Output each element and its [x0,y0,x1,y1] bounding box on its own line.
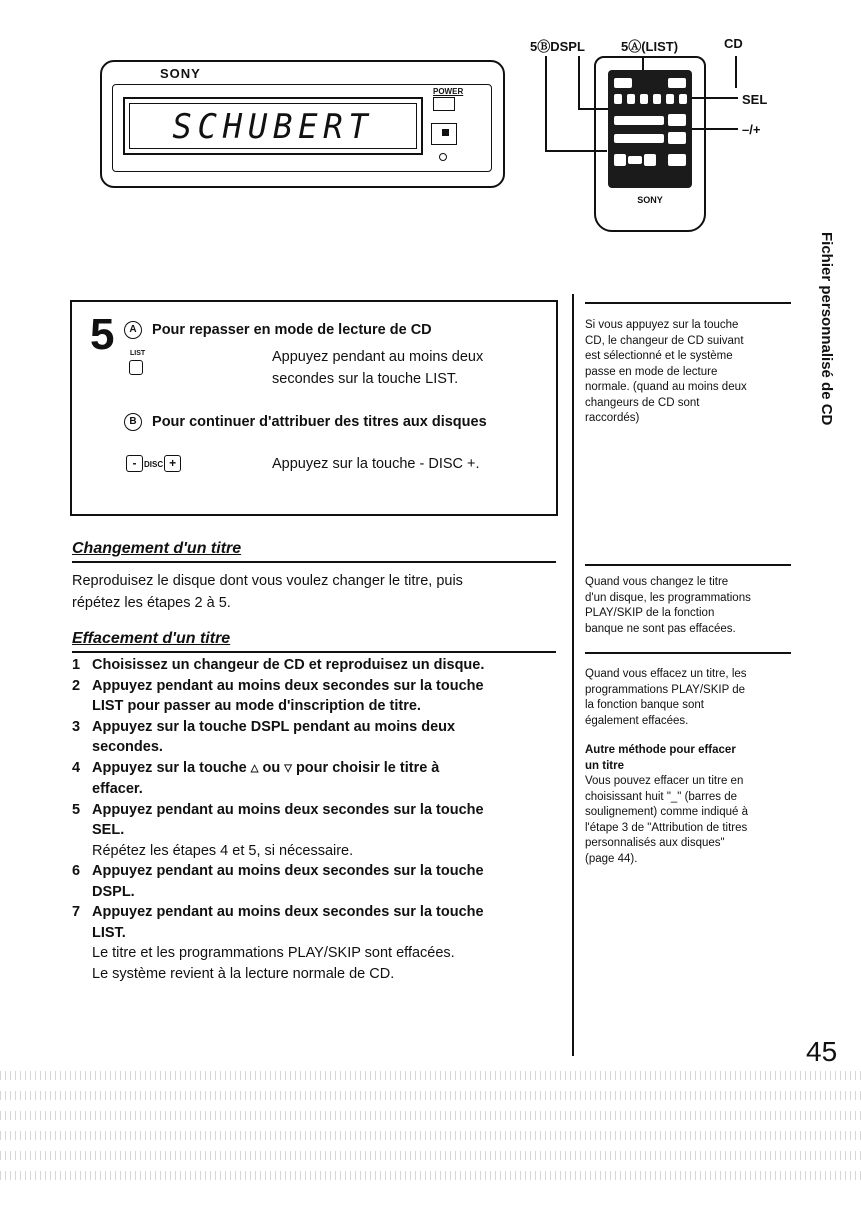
up-key-icon: △ [250,762,259,774]
scan-noise-band [0,1062,861,1180]
step5-box [70,300,558,516]
divider [72,651,556,653]
sidebar-note-erase: Quand vous effacez un titre, les programmations PLAY/SKIP de la fonction banque sont également effacées. [585,668,747,727]
erase-steps-list [72,655,552,984]
disc-key-icon: - DISC + [126,454,181,472]
part-b-heading: B Pour continuer d'attribuer des titres aux disques [124,413,487,431]
list-item: 5 Appuyez pendant au moins deux secondes sur la touche SEL. Répétez les étapes 4 et 5, si nécessaire. [72,801,484,859]
divider [585,302,791,304]
remote-control-illustration [594,56,706,232]
leader-line [578,56,580,110]
change-title-line1: Reproduisez le disque dont vous voulez changer le titre, puis [72,573,463,589]
indicator-dot [439,153,447,161]
sidebar-alt-heading: Autre méthode pour effacer un titre [585,744,736,772]
release-button-illustration [431,123,457,145]
list-item: 6 Appuyez pendant au moins deux secondes sur la touche DSPL. [72,863,484,900]
divider [585,564,791,566]
remote-keypad [608,70,692,188]
marker-b-icon: B [124,413,142,431]
erase-title-heading: Effacement d'un titre [72,630,231,647]
callout-dspl: 5ⒷDSPL [530,39,585,54]
leader-line [735,56,737,88]
step-number: 5 [90,310,115,359]
lcd-display-text: SCHUBERT [172,107,374,147]
power-label: POWER [433,87,464,96]
part-a-instruction-line1: Appuyez pendant au moins deux [272,349,484,365]
callout-sel: SEL [742,92,768,107]
part-a-instruction-line2: secondes sur la touche LIST. [272,371,459,387]
list-item: 2 Appuyez pendant au moins deux secondes sur la touche LIST pour passer au mode d'inscription de titre. [72,677,484,714]
change-title-heading: Changement d'un titre [72,540,242,557]
part-a-heading: A Pour repasser en mode de lecture de CD [124,321,432,339]
sidebar-note-cd: Si vous appuyez sur la touche CD, le changeur de CD suivant est sélectionné et le système passe en mode de lecture normale. (quand au moins deux changeurs de CD sont raccordés) [585,319,747,424]
remote-brand: SONY [637,195,663,205]
leader-line [545,56,547,152]
column-divider [572,294,574,1056]
part-b-instruction: Appuyez sur la touche - DISC +. [272,456,480,472]
head-unit-illustration [100,60,505,188]
callout-minus-plus: –/+ [742,122,761,137]
divider [585,652,791,654]
head-unit-front-panel [112,84,492,172]
lcd-display [123,97,423,155]
marker-a-icon: A [124,321,142,339]
sidebar-note-change: Quand vous changez le titre d'un disque, les programmations PLAY/SKIP de la fonction banque ne sont pas effacées. [585,576,751,635]
callout-list: 5Ⓐ(LIST) [621,39,679,54]
page-number: 45 [806,1036,838,1067]
sidebar-alt-body: Vous pouvez effacer un titre en choisissant huit "_" (barres de soulignement) comme indiqué à l'étape 3 de "Attribution de titres personnalisés aux disques" (page 44). [585,775,749,865]
power-button-illustration [433,97,455,111]
callout-cd: CD [724,36,743,51]
divider [72,561,556,563]
head-unit-brand: SONY [160,66,201,81]
list-item: 3 Appuyez sur la touche DSPL pendant au moins deux secondes. [72,718,456,755]
change-title-line2: répétez les étapes 2 à 5. [72,595,231,611]
list-item: 4 Appuyez sur la touche △ ou ▽ pour choisir le titre à effacer. [72,759,440,797]
list-key-icon [129,360,143,375]
list-item: 1 Choisissez un changeur de CD et reproduisez un disque. [72,657,485,673]
list-key-label: LIST [130,350,146,357]
down-key-icon: ▽ [284,762,292,774]
chapter-side-label: Fichier personnalisé de CD [818,232,835,426]
list-item: 7 Appuyez pendant au moins deux secondes sur la touche LIST. Le titre et les programmations PLAY/SKIP sont effacées. Le système revient à la lecture normale de CD. [72,904,484,982]
